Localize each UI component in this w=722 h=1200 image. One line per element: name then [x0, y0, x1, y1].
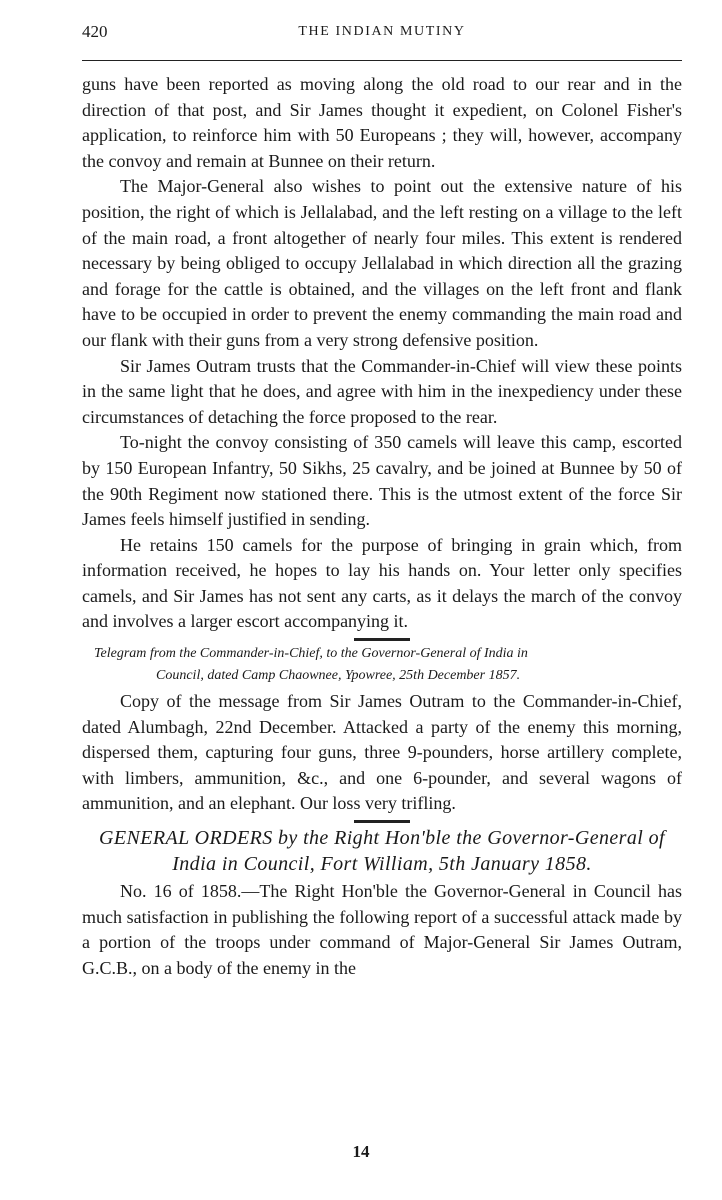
general-orders-heading-line2: India in Council, Fort William, 5th January 1858.	[172, 853, 592, 876]
paragraph-inexpediency: Sir James Outram trusts that the Commander-in-Chief will view these points in the same light that he does, and agree with him in the inexpediency under these circumstances of detaching the force proposed to the rear.	[82, 355, 682, 427]
page-number: 420	[82, 22, 108, 41]
running-head	[82, 22, 682, 46]
header-rule	[82, 60, 682, 61]
general-orders-heading-line1: GENERAL ORDERS by the Right Hon'ble the Governor-General of	[99, 827, 665, 850]
section-separator	[354, 638, 410, 641]
signature-folio: 14	[352, 1142, 370, 1161]
paragraph-convoy-escort: To-night the convoy consisting of 350 camels will leave this camp, escorted by 150 European Infantry, 50 Sikhs, 25 cavalry, and be joined at Bunnee by 50 of the 90th Regiment now stationed there. This is the utmost extent of the force Sir James feels himself justified in sending.	[82, 432, 682, 530]
paragraph-general-order-16: No. 16 of 1858.—The Right Hon'ble the Governor-General in Council has much satisfaction in publishing the following report of a successful attack made by a portion of the troops under command of Major-General Sir James Outram, G.C.B., on a body of the enemy in the	[82, 881, 682, 978]
telegram-caption	[94, 643, 682, 687]
body-text	[82, 72, 682, 981]
paragraph-convoy-guns: guns have been reported as moving along the old road to our rear and in the direction of that post, and Sir James thought it expedient, on Colonel Fisher's application, to reinforce him with 50 Europeans ; they will, however, accompany the convoy and remain at Bunnee on their return.	[82, 74, 682, 171]
running-title: THE INDIAN MUTINY	[298, 24, 466, 39]
telegram-caption-line1: Telegram from the Commander-in-Chief, to the Governor-General of India in	[94, 646, 528, 662]
section-separator	[354, 820, 410, 823]
paragraph-telegram-message: Copy of the message from Sir James Outram to the Commander-in-Chief, dated Alumbagh, 22nd December. Attacked a party of the enemy this morning, dispersed them, capturing four guns, three 9-pounders, horse artillery complete, with limbers, ammunition, &c., and one 6-pounder, and several wagons of ammunition, and an elephant. Our loss very trifling.	[82, 691, 682, 814]
paragraph-position-extent: The Major-General also wishes to point out the extensive nature of his position, the right of which is Jellalabad, and the left resting on a village to the left of the main road, a front altogether of nearly four miles. This extent is rendered necessary by being obliged to occupy Jellalabad in which direction all the grazing and forage for the cattle is obtained, and the villages on the left front and flank have to be occupied in order to prevent the enemy commanding the main road and our flank with their guns from a very strong defensive position.	[82, 176, 682, 350]
paragraph-camels: He retains 150 camels for the purpose of bringing in grain which, from information received, he hopes to lay his hands on. Your letter only specifies camels, and Sir James has not sent any carts, as it delays the march of the convoy and involves a larger escort accompanying it.	[82, 534, 682, 632]
general-orders-heading	[82, 825, 682, 877]
telegram-caption-line2: Council, dated Camp Chaownee, Ypowree, 25th December 1857.	[156, 668, 521, 684]
